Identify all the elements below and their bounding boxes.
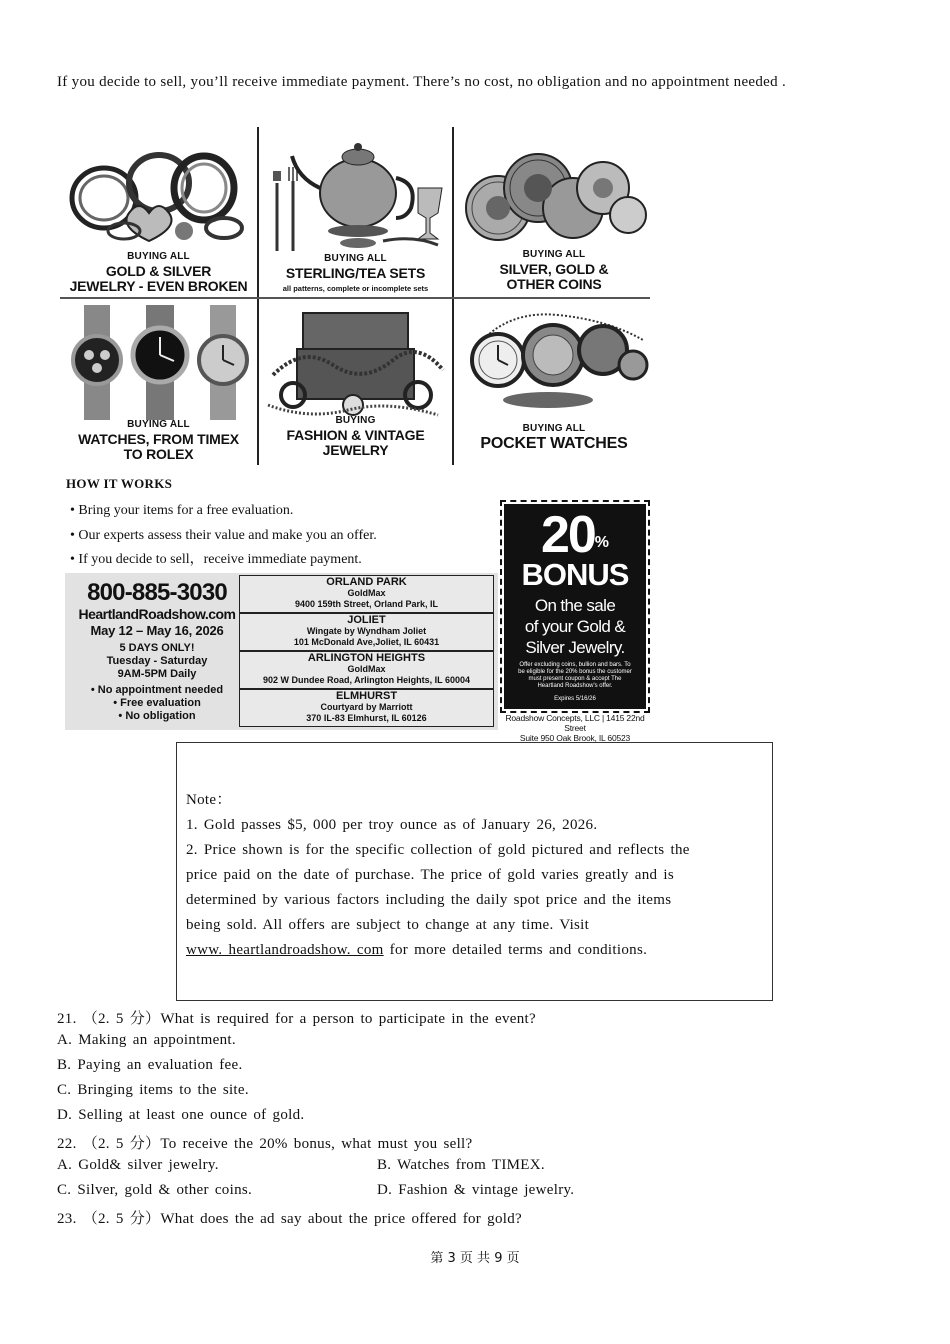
grid-cell-sterling-tea-sets [259, 127, 452, 297]
option: A. Making an appointment. [57, 1032, 236, 1048]
grid-cell-watches [60, 299, 257, 465]
days-only: 5 DAYS ONLY! [119, 642, 195, 654]
question-22: 22. （2. 5 分）To receive the 20% bonus, what must you sell? [57, 1136, 473, 1152]
list-item: • Our experts assess their value and make you an offer. [70, 524, 377, 549]
how-it-works-list [70, 499, 377, 573]
bonus-coupon [504, 504, 646, 709]
note-heading: Note： [186, 792, 232, 808]
note-item-2-line: 2. Price shown is for the specific collection of gold pictured and reflects the [186, 842, 690, 858]
website: HeartlandRoadshow.com [78, 606, 236, 622]
page-footer: 第 3 页 共 9 页 [430, 1251, 520, 1266]
option: D. Fashion & vintage jewelry. [377, 1182, 575, 1198]
tea-set-illustration [263, 133, 448, 253]
grid-caption: BUYING ALL STERLING/TEA SETS all patterns, complete or incomplete sets [282, 253, 429, 293]
event-dates: May 12 – May 16, 2026 [90, 623, 224, 638]
coupon-address: Roadshow Concepts, LLC | 1415 22nd Street Suite 950 Oak Brook, IL 60523 [505, 713, 645, 743]
coins-illustration [458, 133, 650, 248]
note-item-2-line: being sold. All offers are subject to change at any time. Visit [186, 917, 590, 933]
jewelry-illustration [64, 133, 253, 248]
note-item-2-line: price paid on the date of purchase. The price of gold varies greatly and is [186, 867, 674, 883]
note-item-1: 1. Gold passes $5, 000 per troy ounce as of January 26, 2026. [186, 817, 598, 833]
product-grid [60, 127, 675, 467]
jewelry-box-illustration [263, 305, 448, 420]
option: C. Bringing items to the site. [57, 1082, 249, 1098]
list-item: • If you decide to sell，receive immediate payment. [70, 548, 377, 573]
grid-cell-pocket-watches [454, 299, 654, 465]
option: B. Watches from TIMEX. [377, 1157, 545, 1173]
coupon-percent: 20% [540, 506, 610, 564]
perk-item: • No appointment needed [90, 684, 224, 696]
grid-cell-fashion-vintage-jewelry [259, 299, 452, 465]
location-arlington-heights: ARLINGTON HEIGHTS GoldMax 902 W Dundee Road, Arlington Heights, IL 60004 [239, 651, 494, 689]
phone-number: 800-885-3030 [87, 579, 227, 606]
coupon-bonus: BONUS [521, 557, 629, 592]
contact-block [65, 573, 498, 730]
intro-paragraph: If you decide to sell, you’ll receive immediate payment. There’s no cost, no obligation and no appointment needed . [57, 74, 787, 90]
list-item: • Bring your items for a free evaluation. [70, 499, 377, 524]
option: D. Selling at least one ounce of gold. [57, 1107, 305, 1123]
weekdays: Tuesday - Saturday [106, 655, 208, 667]
grid-caption: BUYING FASHION & VINTAGE JEWELRY [286, 415, 425, 458]
grid-caption: BUYING ALL SILVER, GOLD & OTHER COINS [499, 249, 609, 292]
grid-caption: BUYING ALL GOLD & SILVER JEWELRY - EVEN BROKEN [69, 251, 248, 294]
coupon-line: On the sale [534, 596, 616, 615]
note-item-2-line: determined by various factors including the daily spot price and the items [186, 892, 672, 908]
option: A. Gold& silver jewelry. [57, 1157, 219, 1173]
location-orland-park: ORLAND PARK GoldMax 9400 159th Street, Orland Park, IL [239, 575, 494, 613]
pocket-watches-illustration [458, 305, 650, 415]
option: B. Paying an evaluation fee. [57, 1057, 243, 1073]
website-link[interactable]: www. heartlandroadshow. com [186, 942, 384, 958]
hours: 9AM-5PM Daily [117, 668, 197, 680]
note-item-2-line: www. heartlandroadshow. com for more detailed terms and conditions. [186, 942, 648, 958]
perk-item: • Free evaluation [113, 697, 201, 709]
grid-caption: BUYING ALL WATCHES, FROM TIMEX TO ROLEX [78, 419, 239, 462]
grid-cell-gold-silver-jewelry [60, 127, 257, 297]
coupon-fine-print: Offer excluding coins, bullion and bars. To be eligible for the 20% bonus the customer must present coupon & accept The Heartland Roadshow's offer. [518, 662, 632, 689]
option: C. Silver, gold & other coins. [57, 1182, 253, 1198]
question-21: 21. （2. 5 分）What is required for a person to participate in the event? [57, 1011, 536, 1027]
question-23: 23. （2. 5 分）What does the ad say about the price offered for gold? [57, 1211, 522, 1227]
how-it-works-title: HOW IT WORKS [66, 476, 173, 491]
coupon-line: Silver Jewelry. [525, 638, 625, 657]
coupon-expiry: Expires 5/16/26 [554, 696, 596, 702]
grid-caption: BUYING ALL POCKET WATCHES [480, 423, 628, 452]
grid-cell-coins [454, 127, 654, 297]
note-box [176, 742, 773, 1001]
location-elmhurst: ELMHURST Courtyard by Marriott 370 IL-83 Elmhurst, IL 60126 [239, 689, 494, 727]
coupon-line: of your Gold & [524, 617, 626, 636]
perk-item: • No obligation [118, 710, 196, 722]
location-joliet: JOLIET Wingate by Wyndham Joliet 101 McDonald Ave,Joliet, IL 60431 [239, 613, 494, 651]
note-body [186, 788, 756, 963]
watches-illustration [64, 305, 253, 420]
